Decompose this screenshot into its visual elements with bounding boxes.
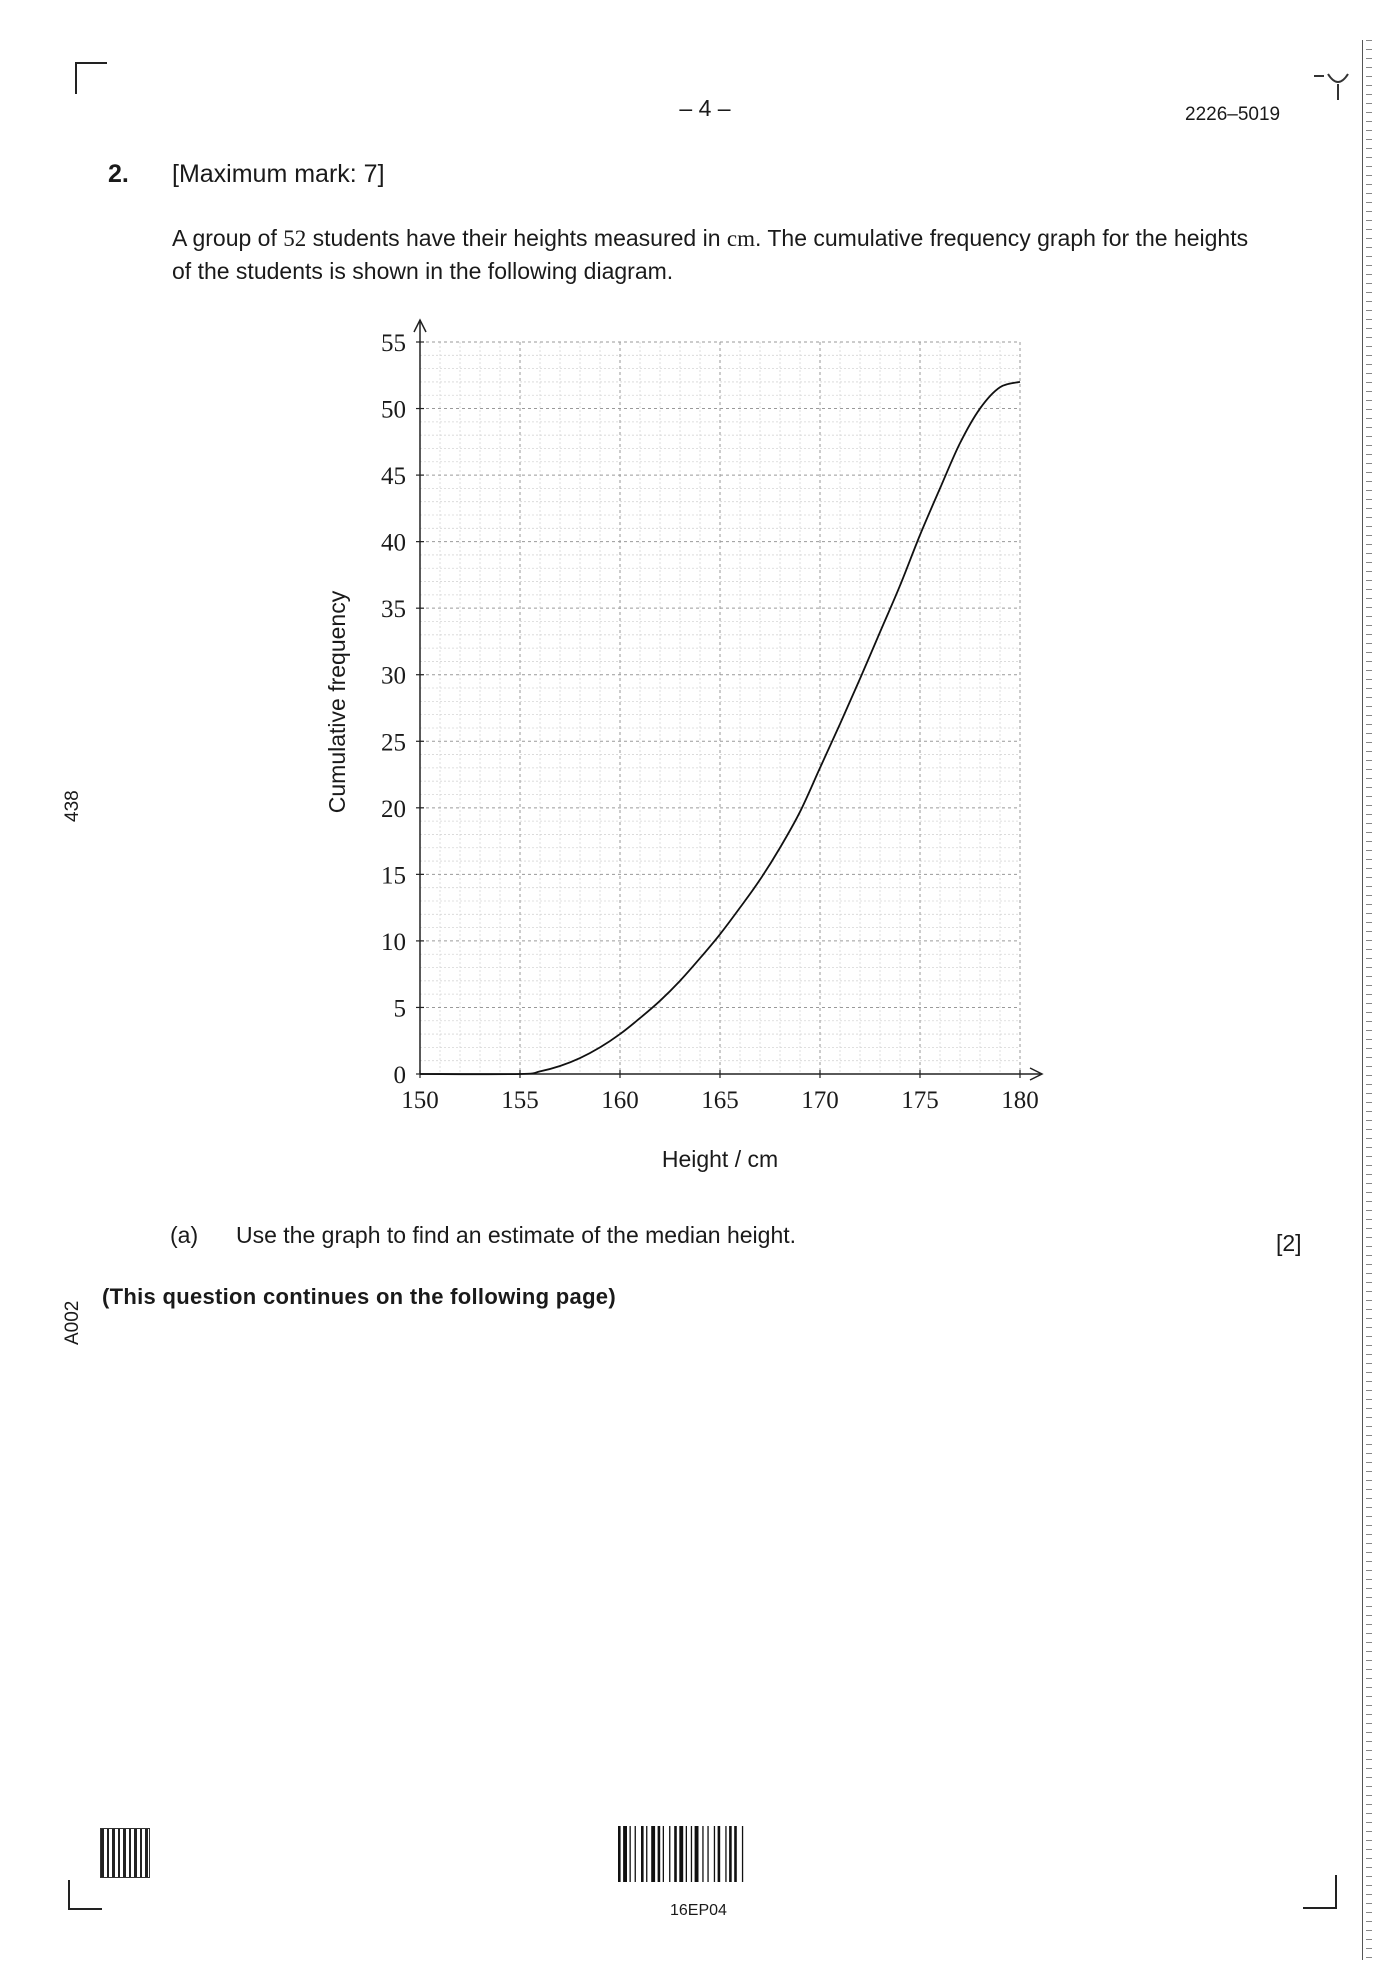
registration-mark-icon (1310, 60, 1360, 110)
x-tick-label: 175 (901, 1087, 939, 1114)
side-code-bottom: A002 (62, 1300, 83, 1345)
crop-mark-top-left (75, 62, 107, 94)
question-max-mark: [Maximum mark: 7] (172, 160, 385, 188)
barcode-icon (616, 1826, 788, 1898)
y-axis-label: Cumulative frequency (324, 590, 350, 814)
y-tick-label: 55 (381, 330, 406, 357)
y-tick-label: 45 (381, 463, 406, 491)
y-tick-label: 10 (381, 928, 406, 956)
intro-student-count: 52 (283, 226, 307, 251)
x-axis-label: Height / cm (661, 1146, 779, 1172)
y-tick-label: 25 (381, 729, 406, 757)
qr-code-icon (100, 1828, 150, 1878)
y-tick-label: 0 (393, 1062, 406, 1089)
y-tick-label: 15 (381, 862, 406, 890)
y-tick-label: 50 (381, 396, 406, 424)
intro-unit: cm (726, 226, 755, 251)
grid-major (420, 342, 1020, 1074)
crop-mark-bottom-right (1303, 1875, 1337, 1909)
footer-page-code: 16EP04 (670, 1902, 727, 1919)
part-a-marks: [2] (1276, 1230, 1302, 1256)
y-tick-label: 30 (381, 662, 406, 690)
y-tick-label: 35 (381, 596, 406, 624)
y-tick-label: 40 (381, 529, 406, 557)
question-number: 2. (108, 160, 129, 188)
x-tick-label: 170 (801, 1087, 839, 1114)
intro-text-1: A group of (172, 225, 284, 251)
y-tick-label: 20 (381, 795, 406, 823)
right-margin-rule (1362, 40, 1363, 1960)
x-tick-label: 155 (501, 1087, 539, 1114)
part-a-label: (a) (170, 1222, 199, 1248)
right-margin-ticks (1366, 40, 1372, 1960)
exam-code: 2226–5019 (1185, 104, 1281, 125)
continues-note: (This question continues on the following page) (102, 1284, 616, 1309)
intro-text-3: . The cumulative frequency graph for the heights of the students is shown in the following diagram. (172, 225, 1249, 284)
axes (414, 320, 1042, 1080)
x-tick-label: 180 (1001, 1087, 1039, 1114)
side-code-top: 438 (62, 790, 83, 822)
x-tick-label: 160 (601, 1087, 639, 1114)
cumulative-frequency-graph (310, 312, 1070, 1192)
x-tick-label: 150 (401, 1087, 439, 1114)
y-tick-label: 5 (393, 995, 406, 1023)
crop-mark-bottom-left (68, 1880, 102, 1910)
x-tick-label: 165 (701, 1087, 739, 1114)
page-number: – 4 – (679, 95, 731, 121)
question-intro (172, 222, 1252, 287)
intro-text-2: students have their heights measured in (306, 225, 727, 251)
part-a-question: Use the graph to find an estimate of the median height. (236, 1222, 797, 1248)
